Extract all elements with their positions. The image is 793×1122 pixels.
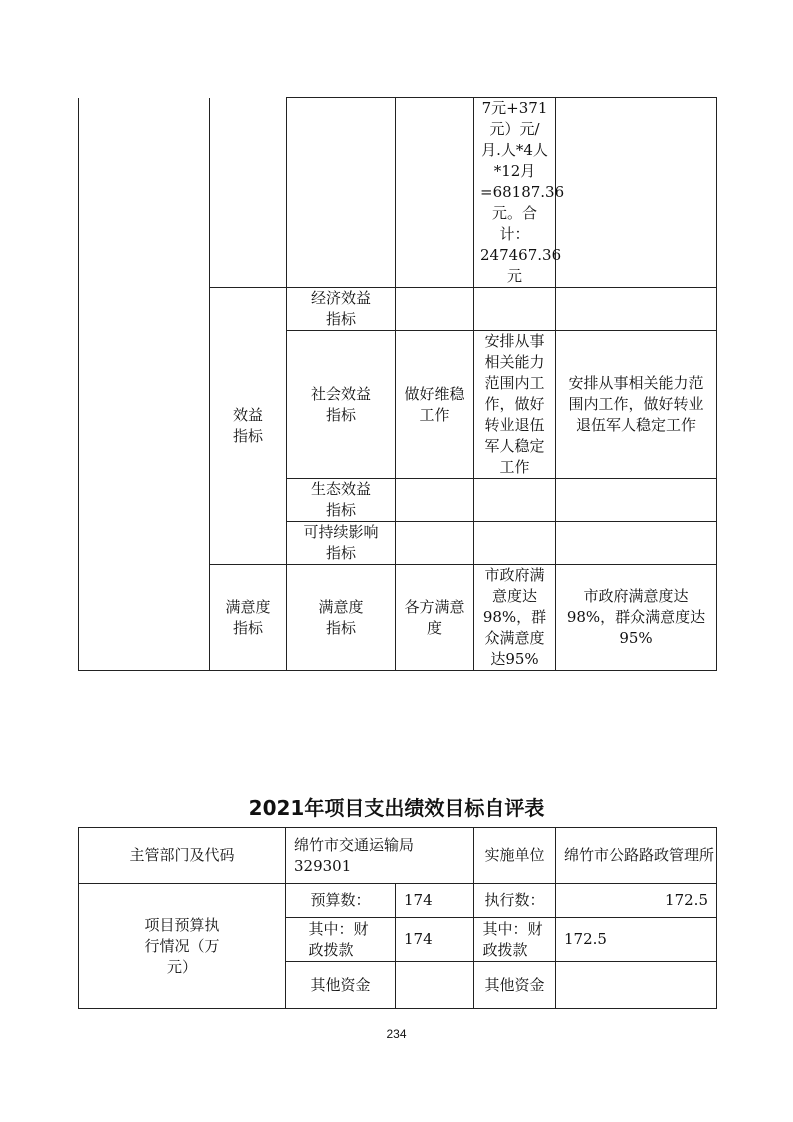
budget-group-label: 项目预算执行情况（万元） <box>144 915 220 976</box>
satisfaction-indicator-cell: 各方满意度 <box>396 565 474 671</box>
satisfaction-group-label: 满意度指标 <box>225 597 271 637</box>
empty-cell <box>474 479 556 522</box>
empty-cell <box>287 98 396 288</box>
empty-cell <box>556 479 717 522</box>
dept-label-cell: 主管部门及代码 <box>79 828 286 884</box>
page-number: 234 <box>386 1027 407 1041</box>
empty-cell <box>556 98 717 288</box>
benefit-group-label: 效益指标 <box>232 406 263 445</box>
fiscal-label-cell <box>286 918 396 962</box>
social-benefit-label: 社会效益指标 <box>310 384 371 424</box>
fiscal-exec-cell: 172.5 <box>556 918 717 962</box>
other-funds-cell: 其他资金 <box>286 962 396 1009</box>
dept-value-cell: 绵竹市交通运输局 329301 <box>286 828 474 884</box>
ecological-benefit-cell <box>287 479 396 522</box>
unit-label-cell: 实施单位 <box>474 828 556 884</box>
budget-value-cell: 174 <box>396 884 474 918</box>
satisfaction-cell <box>287 565 396 671</box>
sustainable-impact-cell <box>287 522 396 565</box>
empty-cell <box>474 288 556 331</box>
empty-cell <box>556 288 717 331</box>
outer-category-cell <box>79 98 210 671</box>
budget-label-cell: 预算数： <box>286 884 396 918</box>
social-target-cell: 安排从事相关能力范围内工作，做好转业退伍军人稳定工作 <box>474 331 556 479</box>
fiscal-label-2: 其中：财政拨款 <box>482 919 543 959</box>
fiscal-label-cell-2 <box>474 918 556 962</box>
other-funds-cell-2: 其他资金 <box>474 962 556 1009</box>
fiscal-label: 其中：财政拨款 <box>308 919 369 959</box>
empty-cell <box>474 522 556 565</box>
exec-label-cell: 执行数： <box>474 884 556 918</box>
empty-cell <box>210 98 287 288</box>
social-result-cell: 安排从事相关能力范围内工作，做好转业退伍军人稳定工作 <box>556 331 717 479</box>
empty-cell <box>396 962 474 1009</box>
page-title: 2021年项目支出绩效目标自评表 <box>248 796 545 820</box>
social-indicator-cell: 做好维稳工作 <box>396 331 474 479</box>
exec-value-cell: 172.5 <box>556 884 717 918</box>
satisfaction-target-cell: 市政府满意度达98%，群众满意度达95% <box>474 565 556 671</box>
satisfaction-label: 满意度指标 <box>318 597 364 637</box>
cost-calculation-cell: 7元+371元）元/月.人*4人*12月=68187.36元。合计：247467.36元 <box>474 98 556 288</box>
satisfaction-result-cell: 市政府满意度达98%，群众满意度达95% <box>556 565 717 671</box>
sustainable-impact-label: 可持续影响指标 <box>303 523 379 562</box>
budget-table <box>78 827 717 1009</box>
empty-cell <box>396 479 474 522</box>
ecological-benefit-label: 生态效益指标 <box>310 480 371 519</box>
satisfaction-group-cell <box>210 565 287 671</box>
social-benefit-cell <box>287 331 396 479</box>
fiscal-budget-cell: 174 <box>396 918 474 962</box>
unit-value-cell: 绵竹市公路路政管理所 <box>556 828 717 884</box>
budget-group-cell <box>79 884 286 1009</box>
indicator-table <box>78 97 717 671</box>
empty-cell <box>556 962 717 1009</box>
empty-cell <box>396 98 474 288</box>
economic-benefit-cell <box>287 288 396 331</box>
empty-cell <box>396 522 474 565</box>
economic-benefit-label: 经济效益指标 <box>310 289 371 328</box>
empty-cell <box>396 288 474 331</box>
empty-cell <box>556 522 717 565</box>
benefit-group-cell <box>210 288 287 565</box>
